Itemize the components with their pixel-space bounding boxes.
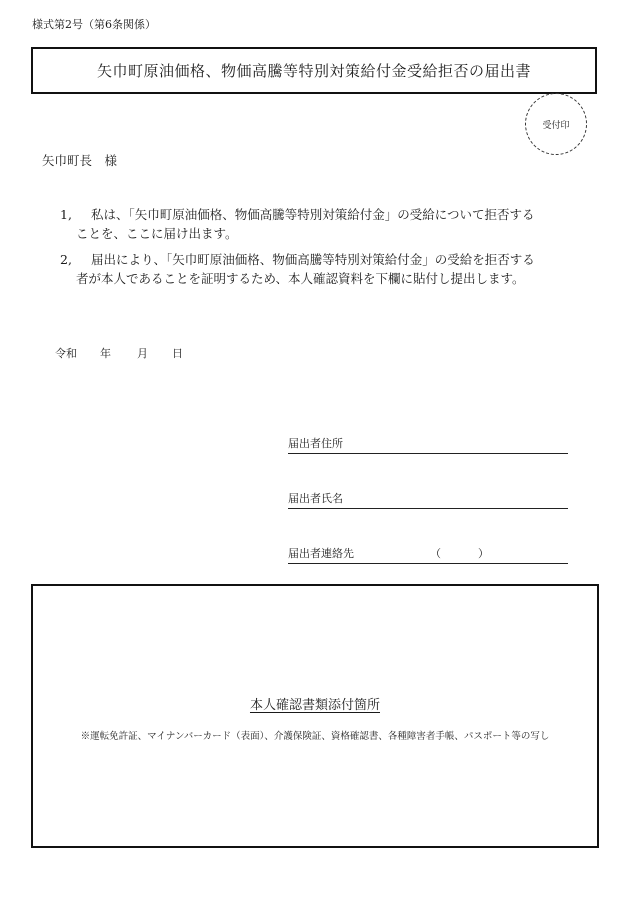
document-title: 矢巾町原油価格、物価高騰等特別対策給付金受給拒否の届出書 <box>96 62 531 80</box>
declaration-item-2 <box>60 250 580 290</box>
form-number: 様式第2号（第6条関係） <box>32 18 156 31</box>
address-field[interactable] <box>288 437 568 454</box>
name-field[interactable] <box>288 492 568 509</box>
document-title-box <box>31 47 597 94</box>
declaration-item-1 <box>60 205 580 245</box>
paren-close: ） <box>478 547 489 560</box>
date-day: 日 <box>172 347 183 360</box>
attachment-note: ※運転免許証、マイナンバーカード（表面）、介護保険証、資格確認書、各種障害者手帳、パスポート等の写し <box>80 731 550 742</box>
contact-label: 届出者連絡先 <box>288 547 354 560</box>
attachment-title-wrap <box>33 694 597 713</box>
item-text-line1: 私は、「矢巾町原油価格、物価高騰等特別対策給付金」の受給について拒否する <box>91 207 535 222</box>
id-attachment-area <box>31 584 599 848</box>
date-year: 年 <box>100 347 111 360</box>
date-month: 月 <box>137 347 148 360</box>
attachment-title: 本人確認書類添付箇所 <box>249 698 380 713</box>
item-text-line1: 届出により、「矢巾町原油価格、物価高騰等特別対策給付金」の受給を拒否する <box>91 252 535 267</box>
reception-stamp-label: 受付印 <box>542 120 570 131</box>
addressee: 矢巾町長 様 <box>42 153 118 168</box>
item-text-line2: ことを、ここに届け出ます。 <box>76 226 238 241</box>
paren-open: （ <box>430 547 441 560</box>
contact-field[interactable] <box>288 547 568 564</box>
item-number: 2, <box>60 252 72 267</box>
date-line <box>55 345 183 361</box>
name-label: 届出者氏名 <box>288 492 343 505</box>
item-text-line2: 者が本人であることを証明するため、本人確認資料を下欄に貼付し提出します。 <box>76 271 525 286</box>
item-number: 1, <box>60 207 72 222</box>
address-label: 届出者住所 <box>288 437 343 450</box>
date-era: 令和 <box>55 347 77 360</box>
reception-stamp-circle <box>525 93 587 155</box>
